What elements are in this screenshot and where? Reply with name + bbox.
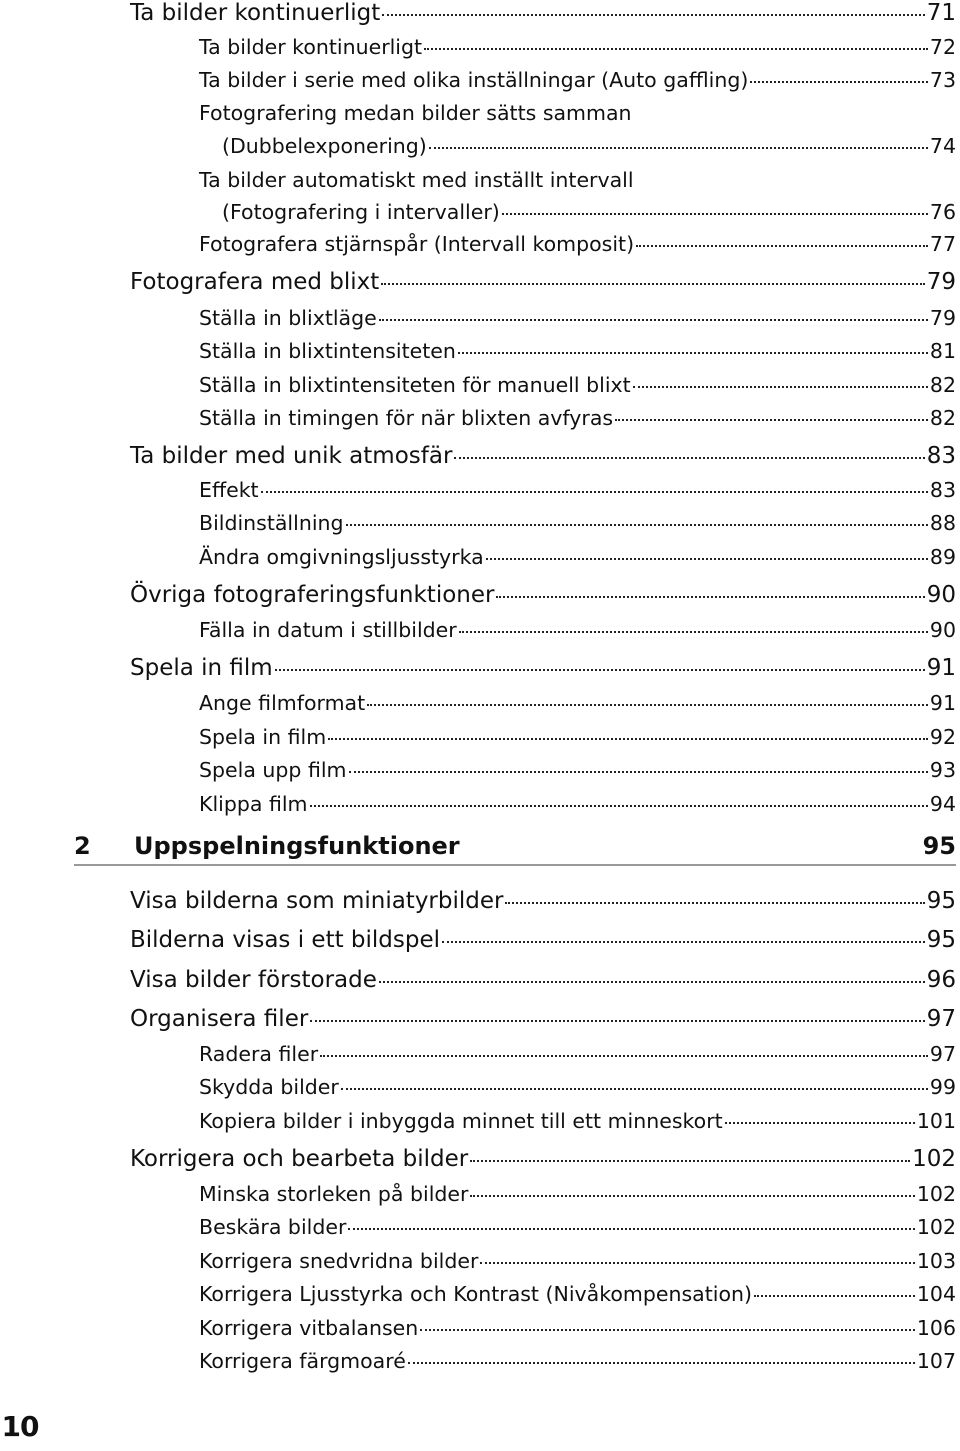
toc-entry-label: Övriga fotograferingsfunktioner: [130, 582, 495, 608]
toc-entry-page: 101: [916, 1109, 956, 1133]
toc-entry-page: 93: [929, 758, 956, 782]
dot-leader: [408, 1362, 915, 1364]
toc-entry-page: 95: [926, 888, 956, 914]
toc-subsection-entry[interactable]: [199, 406, 956, 430]
toc-entry-label: Effekt: [199, 478, 259, 502]
toc-section-entry[interactable]: [130, 582, 956, 608]
dot-leader: [480, 1262, 914, 1264]
toc-entry-page: 91: [926, 655, 956, 681]
toc-entry-label: Fotografering medan bilder sätts samman: [199, 101, 632, 125]
toc-entry-label: Korrigera färgmoaré: [199, 1349, 406, 1373]
toc-entry-page: 92: [929, 725, 956, 749]
toc-entry-label: Minska storleken på bilder: [199, 1182, 469, 1206]
chapter-title: Uppspelningsfunktioner: [134, 832, 460, 860]
toc-subsection-entry[interactable]: [222, 200, 956, 224]
toc-entry-label: Visa bilderna som miniatyrbilder: [130, 888, 504, 914]
toc-entry-label: Ta bilder i serie med olika inställningar (Auto gaffling): [199, 68, 749, 92]
dot-leader: [458, 352, 928, 354]
dot-leader: [615, 419, 928, 421]
toc-entry-label: Visa bilder förstorade: [130, 967, 377, 993]
toc-entry-label: Korrigera och bearbeta bilder: [130, 1146, 469, 1172]
dot-leader: [341, 1088, 928, 1090]
toc-section-entry[interactable]: [130, 443, 956, 469]
dot-leader: [346, 524, 928, 526]
toc-entry-label: Ställa in blixtintensiteten: [199, 339, 456, 363]
dot-leader: [275, 669, 925, 671]
toc-subsection-entry[interactable]: [199, 511, 956, 535]
chapter-heading: [74, 828, 956, 866]
toc-subsection-entry[interactable]: [199, 691, 956, 715]
toc-subsection-entry[interactable]: [199, 35, 956, 59]
dot-leader: [381, 283, 924, 285]
toc-section-entry[interactable]: [130, 1006, 956, 1032]
dot-leader: [429, 147, 928, 149]
toc-entry-label: Fotografera stjärnspår (Intervall komposit): [199, 232, 635, 256]
dot-leader: [261, 491, 928, 493]
toc-section-entry[interactable]: [130, 927, 956, 953]
toc-entry-page: 83: [929, 478, 956, 502]
dot-leader: [750, 81, 928, 83]
toc-entry-label: Bilderna visas i ett bildspel: [130, 927, 441, 953]
toc-subsection-entry[interactable]: [199, 725, 956, 749]
toc-section-entry[interactable]: [130, 655, 956, 681]
toc-entry-label: (Dubbelexponering): [222, 134, 427, 158]
toc-subsection-entry[interactable]: [199, 1215, 956, 1239]
dot-leader: [496, 596, 924, 598]
toc-section-entry[interactable]: [130, 269, 956, 295]
toc-subsection-entry[interactable]: [199, 1109, 956, 1133]
dot-leader: [310, 1020, 924, 1022]
dot-leader: [379, 981, 925, 983]
toc-entry-page: 77: [929, 232, 956, 256]
toc-entry-label: Ange filmformat: [199, 691, 366, 715]
toc-entry-page: 102: [912, 1146, 956, 1172]
toc-entry-label: Bildinställning: [199, 511, 344, 535]
toc-entry-page: 76: [929, 200, 956, 224]
toc-section-entry[interactable]: [130, 0, 956, 26]
toc-subsection-entry[interactable]: [199, 1182, 956, 1206]
toc-entry-label: Ändra omgivningsljusstyrka: [199, 545, 484, 569]
dot-leader: [470, 1160, 910, 1162]
toc-entry-label: Ställa in blixtläge: [199, 306, 377, 330]
toc-subsection-entry[interactable]: [199, 339, 956, 363]
toc-entry-page: 81: [929, 339, 956, 363]
dot-leader: [420, 1329, 915, 1331]
toc-entry-page: 74: [929, 134, 956, 158]
toc-entry-label: Ställa in timingen för när blixten avfyras: [199, 406, 614, 430]
toc-subsection-entry[interactable]: [199, 758, 956, 782]
toc-entry-label: Radera filer: [199, 1042, 319, 1066]
toc-entry-label: Klippa film: [199, 792, 308, 816]
toc-subsection-entry[interactable]: [199, 478, 956, 502]
toc-entry-label: Ta bilder med unik atmosfär: [130, 443, 453, 469]
toc-entry-label: Ta bilder kontinuerligt: [199, 35, 423, 59]
dot-leader: [442, 941, 925, 943]
toc-subsection-entry[interactable]: [199, 1075, 956, 1099]
toc-entry-page: 106: [916, 1316, 956, 1340]
toc-entry-page: 89: [929, 545, 956, 569]
chapter-number: 2: [74, 832, 91, 860]
toc-subsection-entry[interactable]: [199, 306, 956, 330]
toc-entry-page: 88: [929, 511, 956, 535]
toc-entry-page: 79: [929, 306, 956, 330]
dot-leader: [505, 902, 924, 904]
toc-entry-page: 71: [926, 0, 956, 26]
toc-subsection-entry[interactable]: [199, 1349, 956, 1373]
toc-entry-label: Fotografera med blixt: [130, 269, 380, 295]
toc-subsection-entry[interactable]: [199, 373, 956, 397]
dot-leader: [470, 1195, 914, 1197]
toc-entry-page: 107: [916, 1349, 956, 1373]
toc-entry-page: 99: [929, 1075, 956, 1099]
toc-entry-label: Beskära bilder: [199, 1215, 347, 1239]
toc-entry-page: 82: [929, 406, 956, 430]
toc-entry-label: Organisera filer: [130, 1006, 309, 1032]
dot-leader: [367, 704, 928, 706]
toc-subsection-entry[interactable]: [199, 1282, 956, 1306]
dot-leader: [310, 805, 928, 807]
toc-subsection-entry[interactable]: [199, 101, 632, 125]
dot-leader: [725, 1122, 915, 1124]
toc-entry-label: Kopiera bilder i inbyggda minnet till ett minneskort: [199, 1109, 723, 1133]
dot-leader: [320, 1055, 928, 1057]
toc-entry-page: 90: [926, 582, 956, 608]
chapter-page: 95: [922, 832, 956, 860]
toc-entry-page: 102: [916, 1182, 956, 1206]
toc-entry-page: 96: [926, 967, 956, 993]
dot-leader: [633, 386, 928, 388]
toc-entry-page: 79: [926, 269, 956, 295]
dot-leader: [349, 771, 928, 773]
toc-subsection-entry[interactable]: [222, 134, 956, 158]
toc-subsection-entry[interactable]: [199, 232, 956, 256]
toc-entry-page: 83: [926, 443, 956, 469]
toc-section-entry[interactable]: [130, 967, 956, 993]
toc-entry-page: 91: [929, 691, 956, 715]
dot-leader: [459, 631, 928, 633]
toc-subsection-entry[interactable]: [199, 68, 956, 92]
dot-leader: [328, 738, 928, 740]
dot-leader: [382, 14, 924, 16]
toc-subsection-entry[interactable]: [199, 1316, 956, 1340]
toc-entry-label: Spela in film: [199, 725, 327, 749]
dot-leader: [754, 1295, 915, 1297]
toc-entry-page: 97: [926, 1006, 956, 1032]
toc-entry-page: 95: [926, 927, 956, 953]
dot-leader: [636, 245, 928, 247]
toc-section-entry[interactable]: [130, 888, 956, 914]
toc-entry-label: Skydda bilder: [199, 1075, 339, 1099]
dot-leader: [348, 1228, 914, 1230]
toc-subsection-entry[interactable]: [199, 168, 634, 192]
toc-entry-page: 97: [929, 1042, 956, 1066]
toc-entry-label: Korrigera snedvridna bilder: [199, 1249, 479, 1273]
dot-leader: [486, 558, 928, 560]
toc-subsection-entry[interactable]: [199, 1249, 956, 1273]
toc-subsection-entry[interactable]: [199, 1042, 956, 1066]
toc-entry-label: Ta bilder automatiskt med inställt intervall: [199, 168, 634, 192]
toc-entry-label: Fälla in datum i stillbilder: [199, 618, 457, 642]
dot-leader: [454, 457, 924, 459]
toc-entry-page: 72: [929, 35, 956, 59]
toc-entry-label: (Fotografering i intervaller): [222, 200, 500, 224]
toc-entry-page: 103: [916, 1249, 956, 1273]
toc-subsection-entry[interactable]: [199, 618, 956, 642]
toc-entry-page: 94: [929, 792, 956, 816]
toc-entry-label: Spela in film: [130, 655, 273, 681]
toc-entry-page: 102: [916, 1215, 956, 1239]
toc-entry-page: 73: [929, 68, 956, 92]
toc-subsection-entry[interactable]: [199, 792, 956, 816]
toc-entry-label: Ställa in blixtintensiteten för manuell blixt: [199, 373, 631, 397]
dot-leader: [379, 319, 928, 321]
toc-entry-label: Korrigera vitbalansen: [199, 1316, 419, 1340]
page-number: 10: [1, 1410, 39, 1443]
toc-subsection-entry[interactable]: [199, 545, 956, 569]
toc-entry-page: 104: [916, 1282, 956, 1306]
toc-entry-label: Spela upp film: [199, 758, 347, 782]
toc-entry-label: Ta bilder kontinuerligt: [130, 0, 381, 26]
toc-entry-page: 82: [929, 373, 956, 397]
dot-leader: [502, 213, 928, 215]
toc-section-entry[interactable]: [130, 1146, 956, 1172]
toc-entry-page: 90: [929, 618, 956, 642]
dot-leader: [424, 48, 928, 50]
toc-entry-label: Korrigera Ljusstyrka och Kontrast (Nivåkompensation): [199, 1282, 752, 1306]
